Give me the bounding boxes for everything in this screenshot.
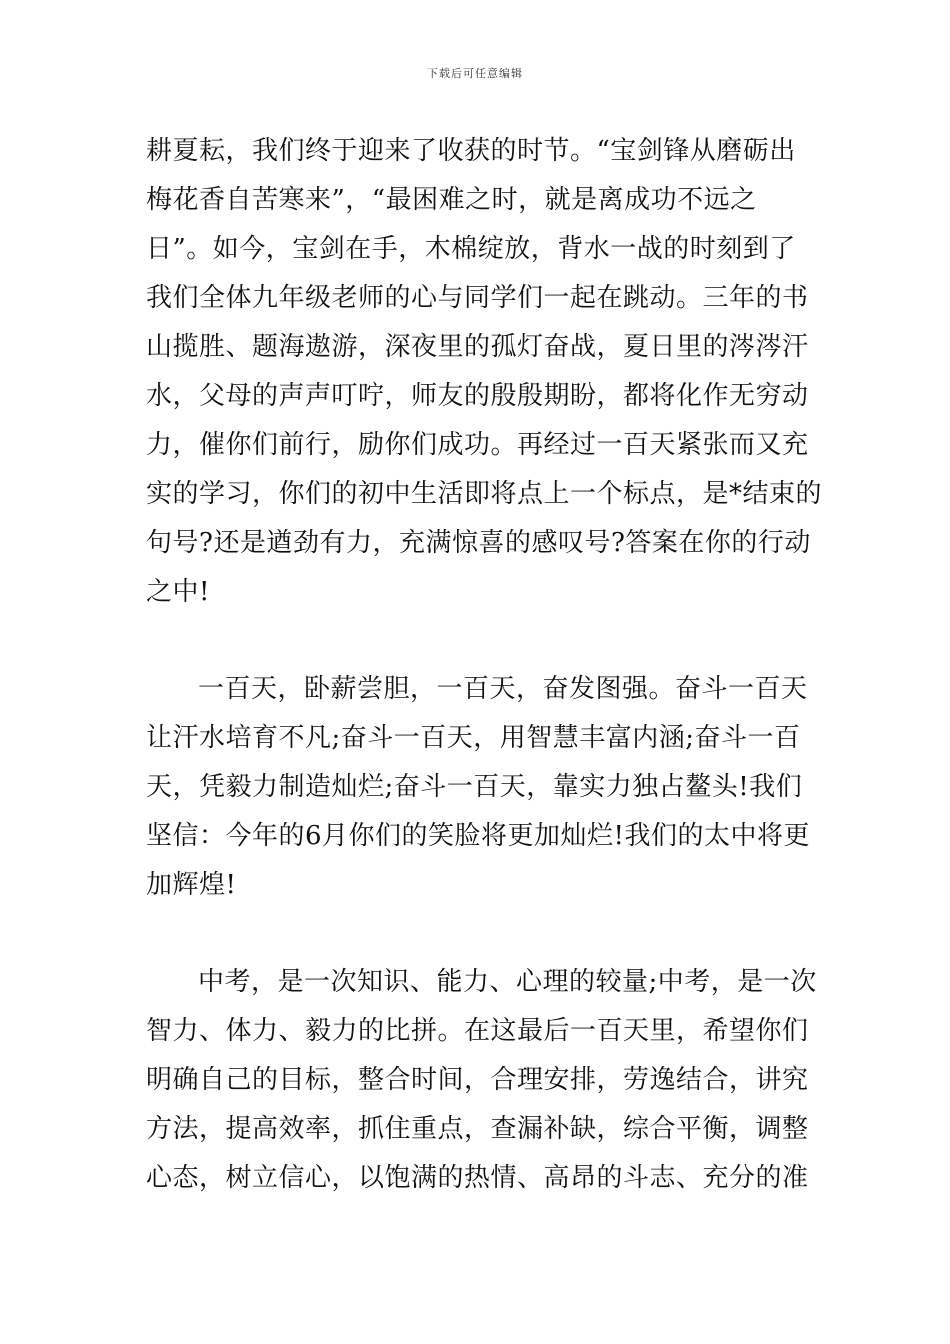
text-line: 之中! — [146, 577, 210, 607]
paragraph-2 — [146, 665, 810, 910]
text-line: 水，父母的声声叮咛，师友的殷殷期盼，都将化作无穷动 — [146, 381, 809, 411]
text-line: 一百天，卧薪尝胆，一百天，奋发图强。奋斗一百天 — [198, 674, 808, 704]
text-line: 山揽胜、题海遨游，深夜里的孤灯奋战，夏日里的涔涔汗 — [146, 332, 809, 362]
text-line: 实的学习，你们的初中生活即将点上一个标点，是*结束的 — [146, 479, 823, 509]
text-line: 坚信：今年的6月你们的笑脸将更加灿烂!我们的太中将更 — [146, 821, 810, 851]
text-line: 方法，提高效率，抓住重点，查漏补缺，综合平衡，调整 — [146, 1114, 809, 1144]
paragraph-1 — [146, 127, 823, 617]
text-line: 日”。如今，宝剑在手，木棉绽放，背水一战的时刻到了 — [146, 234, 796, 264]
text-line: 中考，是一次知识、能力、心理的较量;中考，是一次 — [198, 967, 817, 997]
text-line: 梅花香自苦寒来”，“最困难之时，就是离成功不远之 — [146, 185, 757, 215]
text-line: 句号?还是遒劲有力，充满惊喜的感叹号?答案在你的行动 — [146, 528, 811, 558]
text-line: 天，凭毅力制造灿烂;奋斗一百天，靠实力独占鳌头!我们 — [146, 772, 803, 802]
text-line: 耕夏耘，我们终于迎来了收获的时节。“宝剑锋从磨砺出 — [146, 136, 796, 166]
header-note: 下载后可任意编辑 — [427, 67, 523, 80]
text-line: 力，催你们前行，励你们成功。再经过一百天紧张而又充 — [146, 430, 809, 460]
text-line: 心态，树立信心，以饱满的热情、高昂的斗志、充分的准 — [146, 1163, 809, 1193]
text-line: 明确自己的目标，整合时间，合理安排，劳逸结合，讲究 — [146, 1065, 809, 1095]
body-text — [146, 127, 823, 1251]
text-line: 加辉煌! — [146, 870, 237, 900]
text-line: 让汗水培育不凡;奋斗一百天，用智慧丰富内涵;奋斗一百 — [146, 723, 801, 753]
paragraph-3 — [146, 958, 817, 1203]
text-line: 智力、体力、毅力的比拼。在这最后一百天里，希望你们 — [146, 1016, 809, 1046]
text-line: 我们全体九年级老师的心与同学们一起在跳动。三年的书 — [146, 283, 809, 313]
